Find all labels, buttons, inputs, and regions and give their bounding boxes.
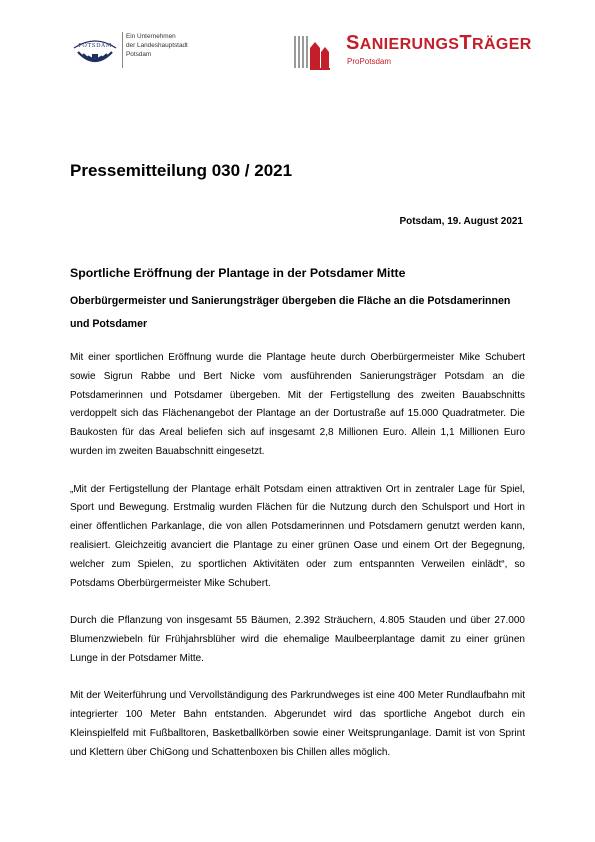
logo-divider: [122, 32, 123, 68]
org-line-1: Ein Unternehmen: [126, 33, 176, 40]
seal-text: POTSDAM: [78, 43, 112, 49]
headline: Sportliche Eröffnung der Plantage in der Potsdamer Mitte: [70, 266, 406, 280]
brand-part-anierungs: ANIERUNGS: [359, 36, 460, 53]
body-text: [70, 349, 525, 781]
subheadline: Oberbürgermeister und Sanierungsträger übergeben die Fläche an die Potsdamerinnen und Potsdamer: [70, 295, 511, 330]
paragraph: Mit einer sportlichen Eröffnung wurde die Plantage heute durch Oberbürgermeister Mike Schubert sowie Sigrun Rabbe und Bert Nicke vom ausführenden Sanierungsträger Potsdam an die Potsdamerinnen und Potsdamer übergeben. Mit der Fertigstellung des zweiten Bauabschnitts verdoppelt sich das Flächenangebot der Plantage an der Dortustraße auf 15.000 Quadratmeter. Die Baukosten für das Areal beliefen sich auf insgesamt 2,8 Millionen Euro. Allein 1,1 Millionen Euro wurden im zweiten Bauabschnitt eingesetzt.: [70, 352, 525, 457]
sanierungstraeger-logo-icon: [294, 32, 332, 74]
org-line-3: Potsdam: [126, 51, 152, 59]
potsdam-seal-logo: [70, 30, 120, 72]
paragraph: Mit der Weiterführung und Vervollständigung des Parkrundweges ist eine 400 Meter Rundlaufbahn mit integrierter 100 Meter Bahn entstanden. Abgerundet wird das sportliche Angebot durch ein Kleinspielfeld mit Fußballtoren, Basketballkörben sowie einer Weitsprunganlage. Damit ist von Sprint und Klettern über ChiGong und Schattenboxen bis Chillen alles möglich.: [70, 690, 525, 758]
paragraph: „Mit der Fertigstellung der Plantage erhält Potsdam einen attraktiven Ort in zentraler Lage für Spiel, Sport und Bewegung. Erstmalig wurden Flächen für die Nutzung durch den Schulsport und Hort in einer öffentlichen Parkanlage, die von allen Potsdamerinnen und Potsdamern genutzt werden kann, realisiert. Gleichzeitig avanciert die Plantage zu einer grünen Oase und einem Ort der Begegnung, welcher zum Spielen, zu sportlichen Aktivitäten oder zum entspannten Verweilen einlädt“, so Potsdams Oberbürgermeister Mike Schubert.: [70, 483, 525, 589]
page-title: Pressemitteilung 030 / 2021: [70, 161, 293, 180]
org-line-2: der Landeshauptstadt: [126, 42, 188, 50]
letterhead: [0, 0, 595, 90]
date-line: Potsdam, 19. August 2021: [399, 216, 523, 227]
paragraph: Durch die Pflanzung von insgesamt 55 Bäumen, 2.392 Sträuchern, 4.805 Stauden und über 27.000 Blumenzwiebeln für Frühjahrsblüher wird die ehemalige Maulbeerplantage damit zu einer grünen Lunge in der Potsdamer Mitte.: [70, 615, 525, 664]
brand-name: [346, 31, 532, 57]
brand-letter-s: S: [346, 32, 360, 54]
brand-subtitle: ProPotsdam: [347, 57, 392, 66]
brand-part-raeger: RÄGER: [471, 36, 532, 53]
brand-letter-t: T: [459, 32, 472, 54]
org-text: [126, 32, 188, 60]
